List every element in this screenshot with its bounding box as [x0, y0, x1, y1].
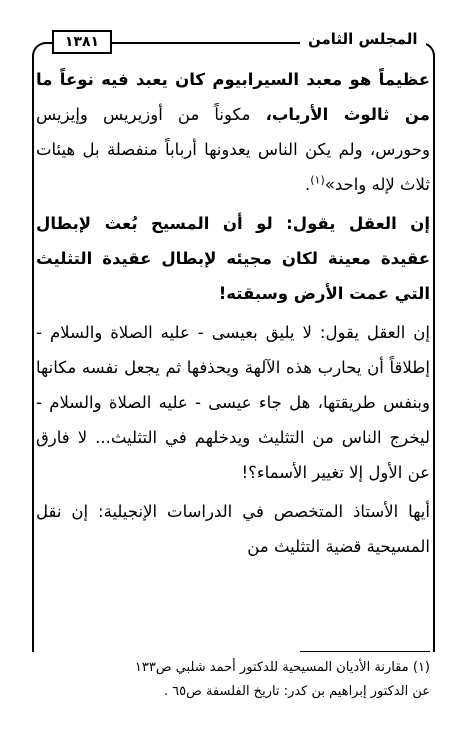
footnotes: [36, 656, 430, 704]
paragraph-1-bold: عظيماً هو معبد السيرابيوم كان يعبد فيه نوعاً ما من ثالوث الأرباب،: [36, 70, 430, 124]
paragraph-2-bold: لو أن المسيح بُعث لإبطال عقيدة معينة لكان مجيئه لإبطال عقيدة التثليث التي عمت الأرض وسبقته!: [36, 214, 430, 303]
paragraph-3-text: لا يليق بعيسى - عليه الصلاة والسلام - إطلاقاً أن يحارب هذه الآلهة ويحذفها ثم يجعل نفسه مكانها وبنفس طريقتها، هل جاء عيسى - عليه الصلاة والسلام - ليخرج الناس من التثليث ويدخلهم في التثليث... لا فارق عن الأول إلا تغيير الأسماء؟!: [36, 323, 430, 482]
chapter-title: المجلس الثامن: [300, 30, 426, 48]
footnote-ref-1[interactable]: (١): [310, 173, 325, 187]
paragraph-2-lead: إن العقل يقول:: [272, 214, 430, 233]
paragraph-3-lead: إن العقل يقول:: [311, 323, 430, 342]
footnote-divider: [300, 651, 430, 652]
main-text: [36, 62, 430, 568]
paragraph-1: [36, 62, 430, 202]
paragraph-1-normal: مكوناً من أوزيريس وإيزيس وحورس، ولم يكن الناس يعدونها أرباباً منفصلة بل هيئات ثلاث لإله واحد»: [36, 105, 430, 194]
footnote-line-1: (١) مقارنة الأديان المسيحية للدكتور أحمد شلبي ص١٣٣: [134, 660, 430, 675]
paragraph-4-text: أيها الأستاذ المتخصص في الدراسات الإنجيلية: إن نقل المسيحية قضية التثليث من: [36, 502, 430, 556]
paragraph-3: [36, 315, 430, 490]
paragraph-1-end: .: [304, 175, 311, 194]
page-number: ١٣٨١: [52, 30, 112, 54]
paragraph-2: [36, 206, 430, 311]
paragraph-4: [36, 494, 430, 564]
footnote-line-2: عن الدكتور إبراهيم بن كدر: تاريخ الفلسفة ص٦٥ .: [163, 684, 430, 699]
